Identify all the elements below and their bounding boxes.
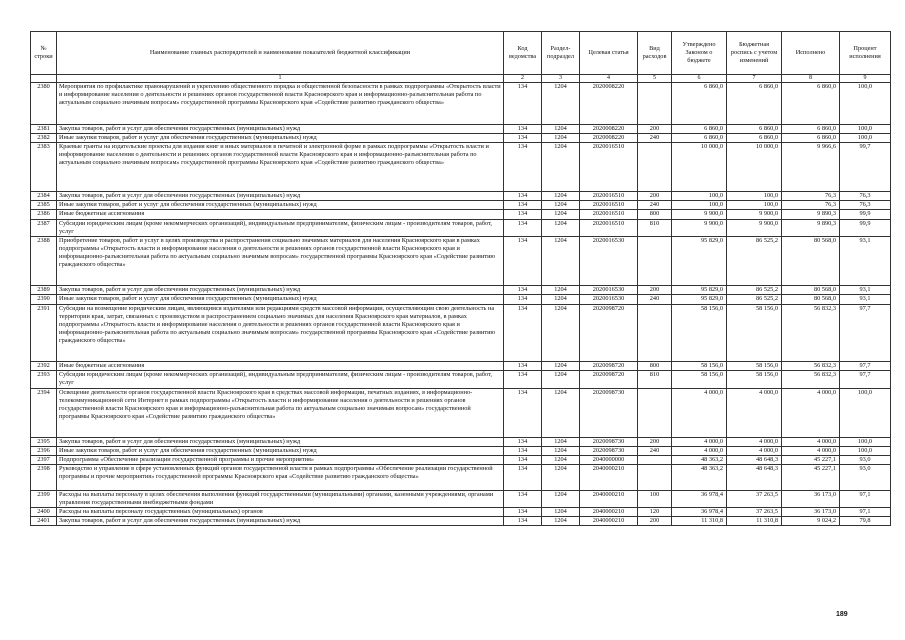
row-executed: 6 860,0 — [782, 133, 840, 142]
row-approved: 9 900,0 — [672, 219, 727, 236]
row-budget-schedule: 86 525,2 — [727, 236, 782, 286]
row-number: 2399 — [31, 490, 57, 507]
row-section: 1204 — [542, 507, 580, 516]
row-target-item: 2020098730 — [580, 388, 638, 438]
row-name: Освещение деятельности органов государственной власти Красноярского края в средствах массовой информации, печатных изданиях, в информационно-телекоммуникационной сети Интернет в рамках подпрограммы «Открытость власти и информирование населения о деятельности и решениях органов государственной власти Красноярского края и информационно-разъяснительная работа по актуальным социально значимым вопросам» государственной программы Красноярского края «Содействие развитию гражданского общества» — [57, 388, 504, 438]
row-target-item: 2020016530 — [580, 236, 638, 286]
row-budget-schedule: 6 860,0 — [727, 83, 782, 125]
row-department-code: 134 — [504, 456, 542, 465]
row-number: 2397 — [31, 456, 57, 465]
row-percent: 93,0 — [840, 456, 891, 465]
row-section: 1204 — [542, 456, 580, 465]
row-approved: 58 156,0 — [672, 371, 727, 388]
row-approved: 4 000,0 — [672, 438, 727, 447]
row-approved: 11 310,8 — [672, 516, 727, 525]
header-executed: Исполнено — [782, 32, 840, 75]
row-budget-schedule: 9 900,0 — [727, 219, 782, 236]
header-expense-type: Вид расходов — [638, 32, 672, 75]
row-section: 1204 — [542, 236, 580, 286]
row-budget-schedule: 6 860,0 — [727, 133, 782, 142]
row-expense-type: 200 — [638, 438, 672, 447]
table-row — [31, 507, 891, 516]
row-section: 1204 — [542, 362, 580, 371]
row-number: 2393 — [31, 371, 57, 388]
row-section: 1204 — [542, 142, 580, 192]
row-budget-schedule: 58 156,0 — [727, 362, 782, 371]
row-number: 2384 — [31, 192, 57, 201]
row-executed: 76,3 — [782, 201, 840, 210]
row-target-item: 2020016530 — [580, 286, 638, 295]
row-name: Иные закупки товаров, работ и услуг для обеспечения государственных (муниципальных) нужд — [57, 133, 504, 142]
column-number: 1 — [57, 75, 504, 83]
row-number: 2389 — [31, 286, 57, 295]
row-target-item: 2020016530 — [580, 295, 638, 304]
row-expense-type: 240 — [638, 133, 672, 142]
row-target-item: 2040000000 — [580, 456, 638, 465]
row-percent: 97,1 — [840, 490, 891, 507]
row-target-item: 2020016510 — [580, 192, 638, 201]
row-budget-schedule: 86 525,2 — [727, 295, 782, 304]
row-department-code: 134 — [504, 236, 542, 286]
row-number: 2391 — [31, 304, 57, 362]
row-department-code: 134 — [504, 507, 542, 516]
row-section: 1204 — [542, 83, 580, 125]
row-executed: 4 000,0 — [782, 438, 840, 447]
row-budget-schedule: 37 263,5 — [727, 490, 782, 507]
row-executed: 56 832,3 — [782, 371, 840, 388]
header-department-code: Код ведомства — [504, 32, 542, 75]
row-expense-type: 100 — [638, 490, 672, 507]
row-target-item: 2040000210 — [580, 507, 638, 516]
row-department-code: 134 — [504, 516, 542, 525]
row-percent: 100,0 — [840, 83, 891, 125]
row-approved: 100,0 — [672, 192, 727, 201]
row-expense-type — [638, 465, 672, 490]
row-executed: 45 227,1 — [782, 456, 840, 465]
row-department-code: 134 — [504, 201, 542, 210]
column-number: 7 — [727, 75, 782, 83]
row-number: 2388 — [31, 236, 57, 286]
row-number: 2398 — [31, 465, 57, 490]
row-percent: 100,0 — [840, 124, 891, 133]
row-approved: 58 156,0 — [672, 362, 727, 371]
table-row — [31, 438, 891, 447]
row-department-code: 134 — [504, 210, 542, 219]
row-target-item: 2020098720 — [580, 371, 638, 388]
row-percent: 79,8 — [840, 516, 891, 525]
row-expense-type — [638, 83, 672, 125]
row-department-code: 134 — [504, 83, 542, 125]
column-number — [31, 75, 57, 83]
row-budget-schedule: 58 156,0 — [727, 371, 782, 388]
row-expense-type: 800 — [638, 210, 672, 219]
row-name: Закупка товаров, работ и услуг для обеспечения государственных (муниципальных) нужд — [57, 192, 504, 201]
row-number: 2390 — [31, 295, 57, 304]
row-executed: 4 000,0 — [782, 447, 840, 456]
table-row — [31, 465, 891, 490]
row-executed: 80 568,0 — [782, 295, 840, 304]
row-budget-schedule: 48 648,3 — [727, 456, 782, 465]
row-number: 2395 — [31, 438, 57, 447]
row-expense-type: 240 — [638, 447, 672, 456]
row-department-code: 134 — [504, 465, 542, 490]
column-number: 3 — [542, 75, 580, 83]
row-department-code: 134 — [504, 438, 542, 447]
row-executed: 9 966,6 — [782, 142, 840, 192]
row-target-item: 2020008220 — [580, 133, 638, 142]
table-row — [31, 388, 891, 438]
row-number: 2386 — [31, 210, 57, 219]
row-approved: 58 156,0 — [672, 304, 727, 362]
page-number: 189 — [836, 611, 848, 618]
row-percent: 76,3 — [840, 201, 891, 210]
row-approved: 6 860,0 — [672, 83, 727, 125]
row-section: 1204 — [542, 124, 580, 133]
row-expense-type: 810 — [638, 219, 672, 236]
table-row — [31, 201, 891, 210]
column-number: 5 — [638, 75, 672, 83]
header-row-number: № строки — [31, 32, 57, 75]
table-row — [31, 371, 891, 388]
row-expense-type: 200 — [638, 192, 672, 201]
table-row — [31, 516, 891, 525]
table-row — [31, 192, 891, 201]
row-section: 1204 — [542, 304, 580, 362]
row-executed: 56 832,3 — [782, 304, 840, 362]
row-expense-type — [638, 388, 672, 438]
row-percent: 93,1 — [840, 295, 891, 304]
row-expense-type: 240 — [638, 201, 672, 210]
row-section: 1204 — [542, 447, 580, 456]
table-row — [31, 83, 891, 125]
row-name: Субсидии юридическим лицам (кроме некоммерческих организаций), индивидуальным предпринимателям, физическим лицам - производителям товаров, работ, услуг — [57, 371, 504, 388]
row-department-code: 134 — [504, 371, 542, 388]
row-section: 1204 — [542, 295, 580, 304]
table-row — [31, 210, 891, 219]
row-executed: 36 173,0 — [782, 507, 840, 516]
table-row — [31, 142, 891, 192]
row-name: Иные закупки товаров, работ и услуг для обеспечения государственных (муниципальных) нужд — [57, 201, 504, 210]
row-target-item: 2020098730 — [580, 447, 638, 456]
row-expense-type: 200 — [638, 286, 672, 295]
header-target-item: Целевая статья — [580, 32, 638, 75]
row-section: 1204 — [542, 192, 580, 201]
row-department-code: 134 — [504, 388, 542, 438]
row-expense-type: 200 — [638, 516, 672, 525]
row-section: 1204 — [542, 201, 580, 210]
row-name: Субсидии юридическим лицам (кроме некоммерческих организаций), индивидуальным предпринимателям, физическим лицам - производителям товаров, работ, услуг — [57, 219, 504, 236]
row-approved: 6 860,0 — [672, 133, 727, 142]
row-percent: 97,7 — [840, 304, 891, 362]
row-department-code: 134 — [504, 192, 542, 201]
row-name: Иные закупки товаров, работ и услуг для обеспечения государственных (муниципальных) нужд — [57, 295, 504, 304]
table-row — [31, 219, 891, 236]
row-percent: 97,7 — [840, 371, 891, 388]
column-number: 8 — [782, 75, 840, 83]
column-number: 2 — [504, 75, 542, 83]
row-percent: 76,3 — [840, 192, 891, 201]
row-percent: 100,0 — [840, 133, 891, 142]
budget-table — [30, 31, 891, 526]
row-department-code: 134 — [504, 286, 542, 295]
table-row — [31, 133, 891, 142]
row-approved: 9 900,0 — [672, 210, 727, 219]
row-expense-type: 800 — [638, 362, 672, 371]
row-budget-schedule: 48 648,3 — [727, 465, 782, 490]
row-percent: 93,0 — [840, 465, 891, 490]
row-name: Закупка товаров, работ и услуг для обеспечения государственных (муниципальных) нужд — [57, 516, 504, 525]
row-department-code: 134 — [504, 490, 542, 507]
row-target-item: 2040000210 — [580, 490, 638, 507]
column-number: 9 — [840, 75, 891, 83]
header-budget-schedule: Бюджетная роспись с учетом изменений — [727, 32, 782, 75]
header-approved: Утверждено Законом о бюджете — [672, 32, 727, 75]
row-name: Подпрограмма «Обеспечение реализации государственной программы и прочие мероприятия» — [57, 456, 504, 465]
row-name: Расходы на выплаты персоналу государственных (муниципальных) органов — [57, 507, 504, 516]
table-row — [31, 304, 891, 362]
row-percent: 100,0 — [840, 447, 891, 456]
column-number: 4 — [580, 75, 638, 83]
row-department-code: 134 — [504, 304, 542, 362]
row-target-item: 2020016510 — [580, 201, 638, 210]
row-department-code: 134 — [504, 124, 542, 133]
row-department-code: 134 — [504, 142, 542, 192]
row-expense-type — [638, 236, 672, 286]
row-expense-type — [638, 456, 672, 465]
row-approved: 6 860,0 — [672, 124, 727, 133]
row-number: 2385 — [31, 201, 57, 210]
row-section: 1204 — [542, 516, 580, 525]
row-section: 1204 — [542, 219, 580, 236]
row-percent: 99,7 — [840, 142, 891, 192]
row-executed: 76,3 — [782, 192, 840, 201]
row-executed: 6 860,0 — [782, 124, 840, 133]
header-section: Раздел-подраздел — [542, 32, 580, 75]
row-executed: 80 568,0 — [782, 236, 840, 286]
row-target-item: 2020098730 — [580, 438, 638, 447]
table-row — [31, 362, 891, 371]
row-percent: 100,0 — [840, 388, 891, 438]
row-department-code: 134 — [504, 133, 542, 142]
column-number-row — [31, 75, 891, 83]
row-target-item: 2020008220 — [580, 83, 638, 125]
row-executed: 45 227,1 — [782, 465, 840, 490]
table-row — [31, 490, 891, 507]
row-name: Субсидии на возмещение юридическим лицам, являющимся издателями или редакциями средств массовой информации, осуществляющим свою деятельность на территории края, затрат, связанных с производством и распространением социально значимых для населения Красноярского края материалов, в рамках подпрограммы «Открытость власти и информирование населения о деятельности и решениях органов государственной власти Красноярского края и информационно-разъяснительная работа по актуальным социально значимым вопросам» государственной программы Красноярского края «Содействие развитию гражданского общества» — [57, 304, 504, 362]
row-name: Краевые гранты на издательские проекты для издания книг и иных материалов в печатной и электронной форме в рамках подпрограммы «Открытость власти и информирование населения о деятельности и решениях органов государственной власти Красноярского края и информационно-разъяснительная работа по актуальным социально значимым вопросам» государственной программы Красноярского края «Содействие развитию гражданского общества» — [57, 142, 504, 192]
row-department-code: 134 — [504, 447, 542, 456]
row-executed: 80 568,0 — [782, 286, 840, 295]
row-approved: 95 829,0 — [672, 295, 727, 304]
row-budget-schedule: 100,0 — [727, 201, 782, 210]
table-row — [31, 295, 891, 304]
row-name: Иные закупки товаров, работ и услуг для обеспечения государственных (муниципальных) нужд — [57, 447, 504, 456]
row-approved: 36 978,4 — [672, 507, 727, 516]
row-number: 2394 — [31, 388, 57, 438]
row-budget-schedule: 37 263,5 — [727, 507, 782, 516]
row-approved: 95 829,0 — [672, 286, 727, 295]
table-row — [31, 236, 891, 286]
row-percent: 93,1 — [840, 286, 891, 295]
row-section: 1204 — [542, 371, 580, 388]
row-budget-schedule: 11 310,8 — [727, 516, 782, 525]
header-name: Наименование главных распорядителей и наименование показателей бюджетной классификации — [57, 32, 504, 75]
header-percent: Процент исполнения — [840, 32, 891, 75]
row-department-code: 134 — [504, 295, 542, 304]
row-percent: 100,0 — [840, 438, 891, 447]
row-budget-schedule: 6 860,0 — [727, 124, 782, 133]
row-budget-schedule: 4 000,0 — [727, 388, 782, 438]
row-approved: 4 000,0 — [672, 447, 727, 456]
row-approved: 48 363,2 — [672, 456, 727, 465]
row-name: Мероприятия по профилактике правонарушений и укреплению общественного порядка и общественной безопасности в рамках подпрограммы «Открытость власти и информирование населения о деятельности и решениях органов государственной власти Красноярского края и информационно-разъяснительная работа по актуальным социально значимым вопросам» государственной программы Красноярского края «Содействие развитию гражданского общества» — [57, 83, 504, 125]
row-section: 1204 — [542, 210, 580, 219]
row-number: 2396 — [31, 447, 57, 456]
row-budget-schedule: 58 156,0 — [727, 304, 782, 362]
row-name: Закупка товаров, работ и услуг для обеспечения государственных (муниципальных) нужд — [57, 286, 504, 295]
row-number: 2382 — [31, 133, 57, 142]
row-target-item: 2020016510 — [580, 219, 638, 236]
table-row — [31, 456, 891, 465]
row-target-item: 2040000210 — [580, 465, 638, 490]
row-approved: 10 000,0 — [672, 142, 727, 192]
row-section: 1204 — [542, 388, 580, 438]
row-name: Руководство и управление в сфере установленных функций органов государственной власти в рамках подпрограммы «Обеспечение реализации государственной программы и прочие мероприятия» государственной программы Красноярского края «Содействие развитию гражданского общества» — [57, 465, 504, 490]
header-row — [31, 32, 891, 75]
column-number: 6 — [672, 75, 727, 83]
row-budget-schedule: 100,0 — [727, 192, 782, 201]
row-name: Закупка товаров, работ и услуг для обеспечения государственных (муниципальных) нужд — [57, 124, 504, 133]
row-approved: 48 363,2 — [672, 465, 727, 490]
row-target-item: 2020016510 — [580, 142, 638, 192]
row-executed: 56 832,3 — [782, 362, 840, 371]
row-number: 2392 — [31, 362, 57, 371]
row-budget-schedule: 86 525,2 — [727, 286, 782, 295]
row-percent: 97,7 — [840, 362, 891, 371]
row-department-code: 134 — [504, 219, 542, 236]
row-expense-type — [638, 304, 672, 362]
row-executed: 36 173,0 — [782, 490, 840, 507]
row-budget-schedule: 10 000,0 — [727, 142, 782, 192]
row-expense-type — [638, 142, 672, 192]
row-percent: 97,1 — [840, 507, 891, 516]
row-percent: 93,1 — [840, 236, 891, 286]
row-expense-type: 240 — [638, 295, 672, 304]
row-number: 2387 — [31, 219, 57, 236]
row-expense-type: 200 — [638, 124, 672, 133]
row-name: Иные бюджетные ассигнования — [57, 210, 504, 219]
row-expense-type: 810 — [638, 371, 672, 388]
table-body — [31, 83, 891, 526]
table-row — [31, 124, 891, 133]
row-name: Иные бюджетные ассигнования — [57, 362, 504, 371]
row-budget-schedule: 4 000,0 — [727, 447, 782, 456]
row-name: Закупка товаров, работ и услуг для обеспечения государственных (муниципальных) нужд — [57, 438, 504, 447]
row-target-item: 2020016510 — [580, 210, 638, 219]
row-name: Расходы на выплаты персоналу в целях обеспечения выполнения функций государственными (муниципальными) органами, казенными учреждениями, органами управления государственными внебюджетными фондами — [57, 490, 504, 507]
row-section: 1204 — [542, 286, 580, 295]
row-number: 2381 — [31, 124, 57, 133]
row-executed: 4 000,0 — [782, 388, 840, 438]
row-budget-schedule: 4 000,0 — [727, 438, 782, 447]
row-executed: 9 890,3 — [782, 219, 840, 236]
row-approved: 100,0 — [672, 201, 727, 210]
table-row — [31, 286, 891, 295]
row-approved: 4 000,0 — [672, 388, 727, 438]
row-expense-type: 120 — [638, 507, 672, 516]
row-approved: 36 978,4 — [672, 490, 727, 507]
row-executed: 9 890,3 — [782, 210, 840, 219]
row-target-item: 2040000210 — [580, 516, 638, 525]
row-percent: 99,9 — [840, 210, 891, 219]
row-budget-schedule: 9 900,0 — [727, 210, 782, 219]
row-section: 1204 — [542, 133, 580, 142]
row-approved: 95 829,0 — [672, 236, 727, 286]
row-target-item: 2020008220 — [580, 124, 638, 133]
row-department-code: 134 — [504, 362, 542, 371]
row-section: 1204 — [542, 465, 580, 490]
row-number: 2400 — [31, 507, 57, 516]
row-section: 1204 — [542, 438, 580, 447]
row-executed: 9 024,2 — [782, 516, 840, 525]
row-section: 1204 — [542, 490, 580, 507]
row-number: 2401 — [31, 516, 57, 525]
row-target-item: 2020098720 — [580, 362, 638, 371]
table-row — [31, 447, 891, 456]
row-name: Приобретение товаров, работ и услуг в целях производства и распространения социально значимых материалов для населения Красноярского края в рамках подпрограммы «Открытость власти и информирование населения о деятельности и решениях органов государственной власти Красноярского края и информационно-разъяснительная работа по актуальным социально значимым вопросам» государственной программы Красноярского края «Содействие развитию гражданского общества» — [57, 236, 504, 286]
row-target-item: 2020098720 — [580, 304, 638, 362]
row-number: 2383 — [31, 142, 57, 192]
row-number: 2380 — [31, 83, 57, 125]
row-executed: 6 860,0 — [782, 83, 840, 125]
row-percent: 99,9 — [840, 219, 891, 236]
